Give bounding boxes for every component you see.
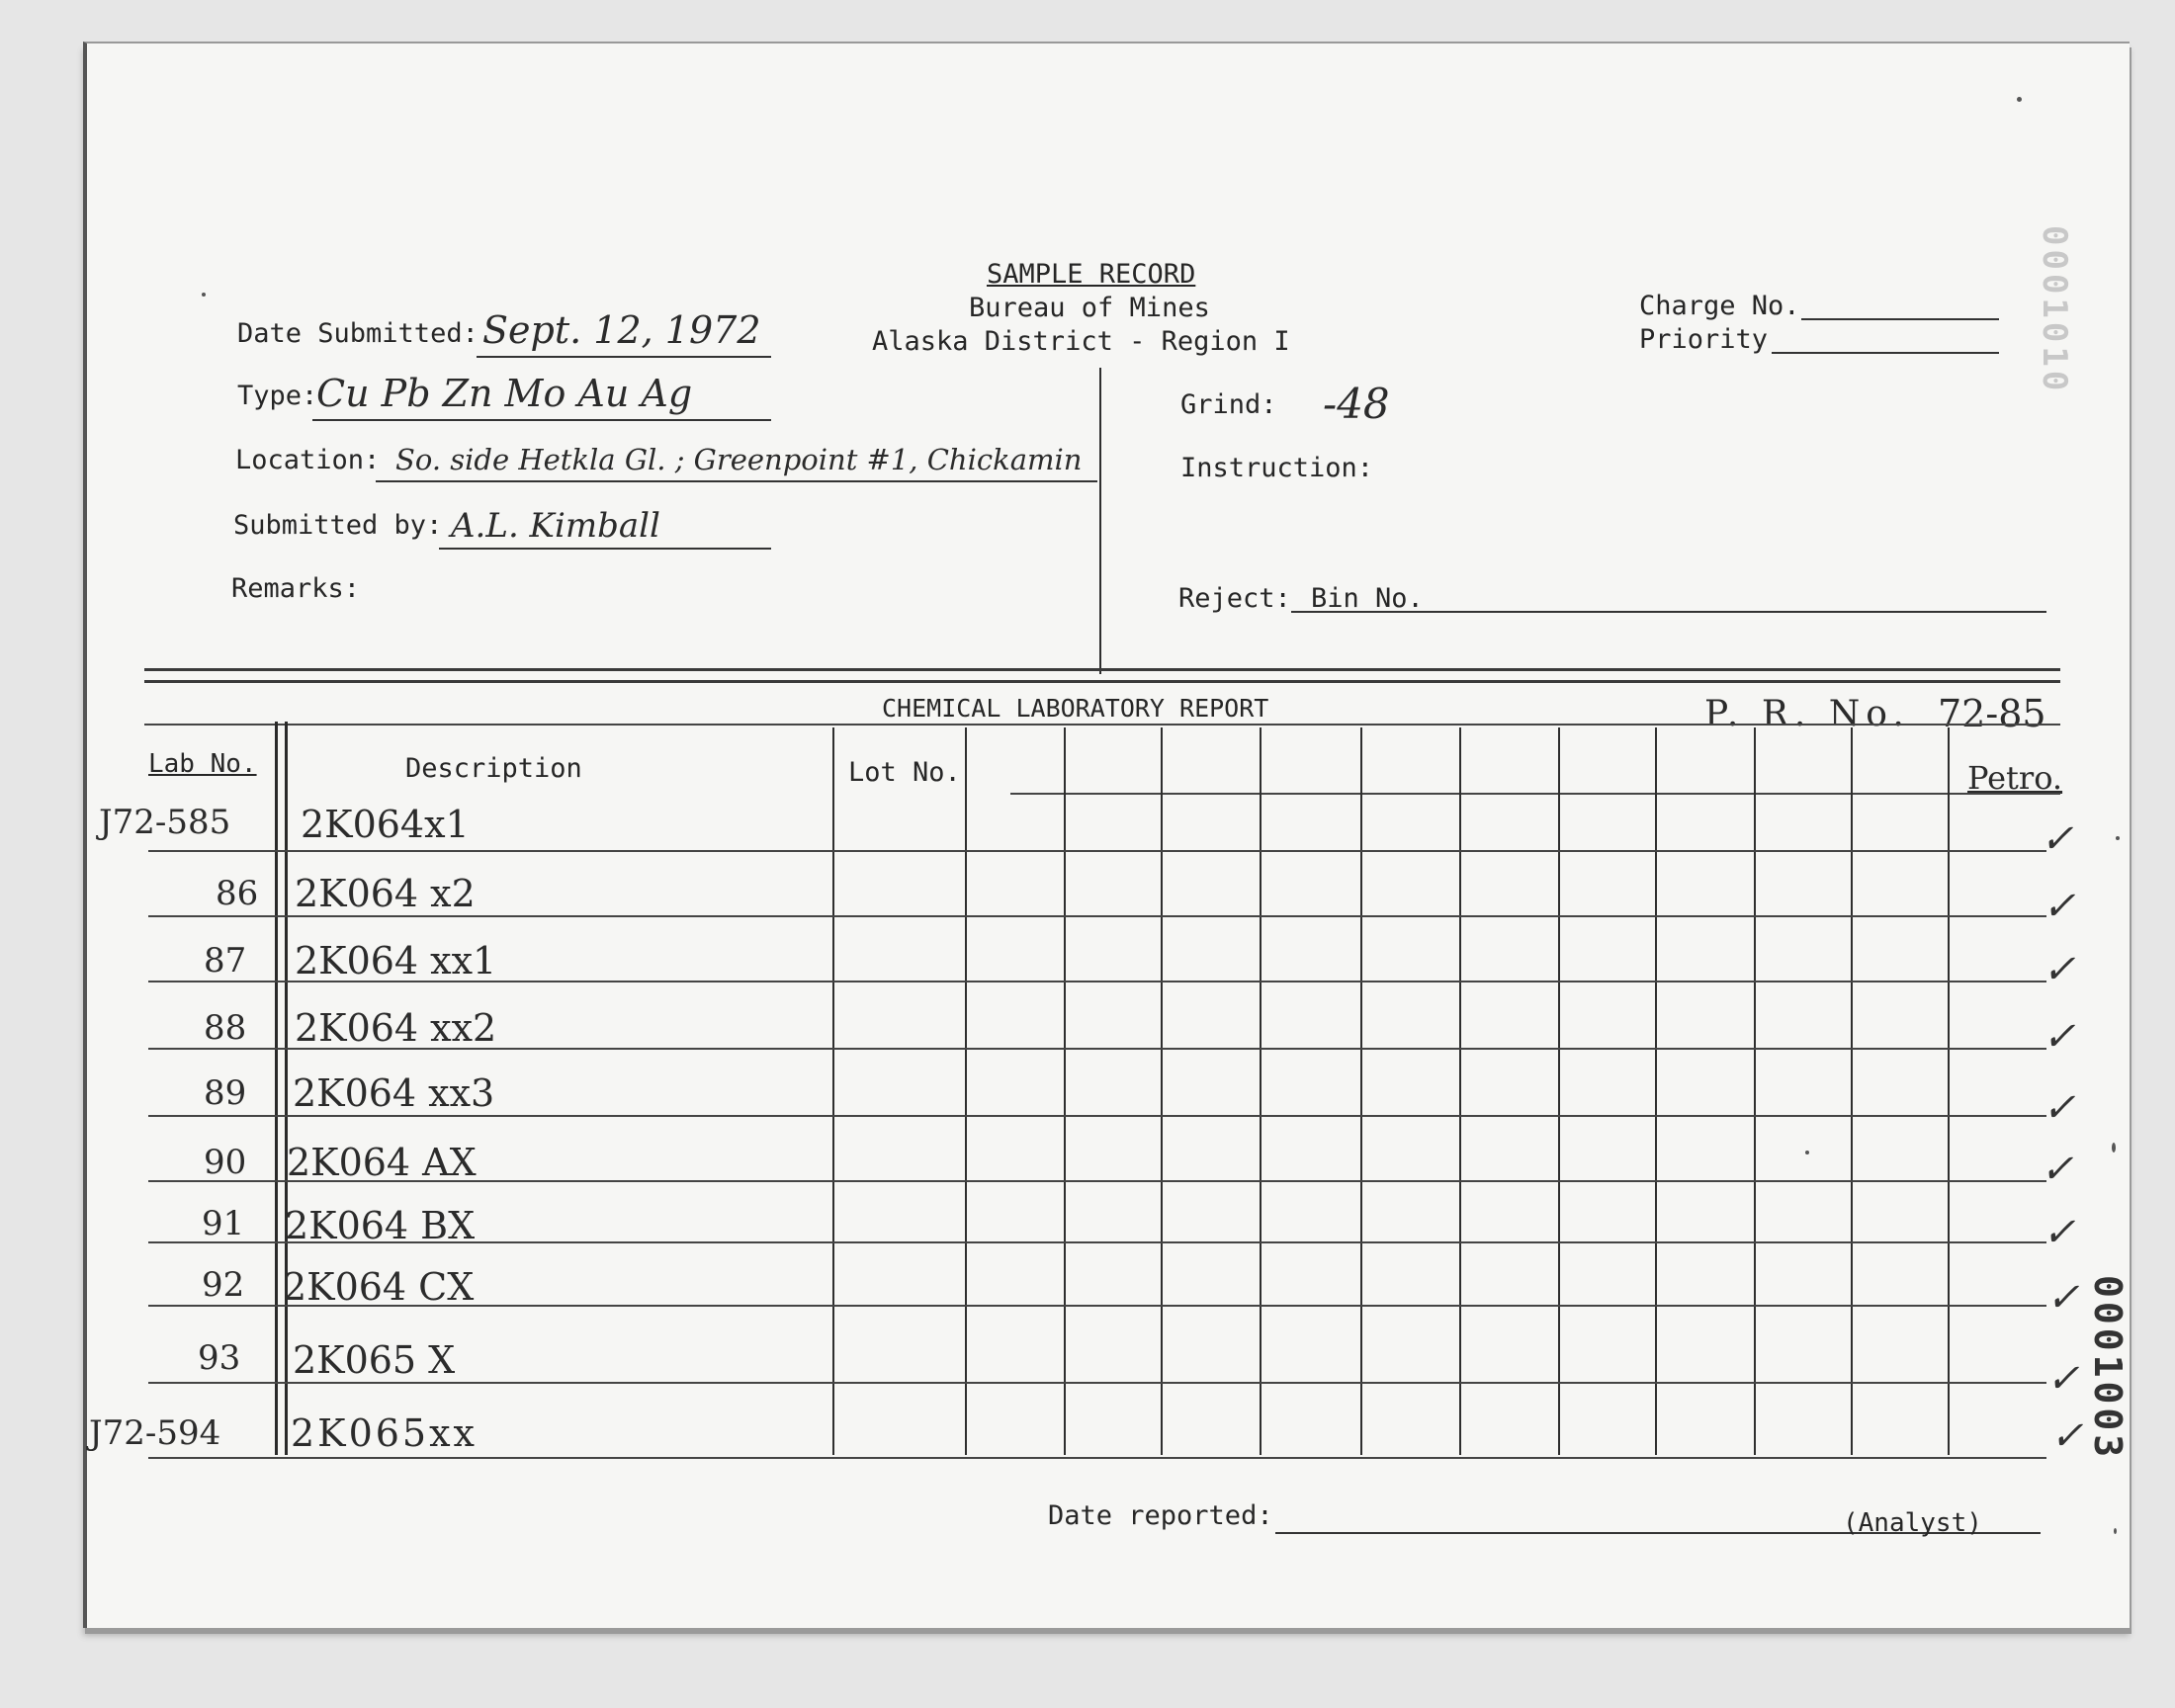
- col-divider-3: [1260, 727, 1262, 1455]
- row-description: 2K064 xx2: [295, 1006, 497, 1050]
- location-label: Location:: [235, 445, 381, 475]
- submitted-by-line: [439, 548, 771, 550]
- analyst-label: (Analyst): [1843, 1508, 1982, 1538]
- row-lab-no: 91: [202, 1204, 245, 1243]
- row-line: [148, 1305, 2046, 1307]
- row-lab-no: 88: [204, 1008, 247, 1048]
- row-line: [148, 1180, 2046, 1182]
- col-divider-10: [1948, 727, 1950, 1455]
- faint-stamp-number: 0001010: [2035, 225, 2074, 395]
- priority-label: Priority: [1639, 324, 1769, 355]
- row-lab-no: 89: [204, 1073, 247, 1113]
- col-divider-1: [1064, 727, 1066, 1455]
- col-divider-lab: [275, 722, 278, 1455]
- row-lab-no: J72-585: [99, 803, 231, 842]
- row-description: 2K064 CX: [283, 1265, 475, 1309]
- row-description: 2K064 xx3: [293, 1071, 495, 1115]
- report-header-line: [144, 724, 2060, 726]
- row-line: [148, 1382, 2046, 1384]
- col-divider-6: [1558, 727, 1560, 1455]
- section-rule-top: [144, 668, 2060, 671]
- row-lab-no: J72-594: [89, 1413, 221, 1453]
- row-line: [148, 1115, 2046, 1117]
- submitted-by-value: A.L. Kimball: [451, 506, 660, 546]
- row-lab-no: 87: [204, 941, 247, 981]
- form-title: SAMPLE RECORD: [987, 259, 1196, 290]
- col-divider-2: [1161, 727, 1163, 1455]
- location-value: So. side Hetkla Gl. ; Greenpoint #1, Chickamin: [395, 443, 1083, 476]
- header-divider: [1099, 368, 1101, 674]
- row-lab-no: 93: [198, 1338, 241, 1378]
- instruction-label: Instruction:: [1180, 453, 1374, 483]
- remarks-label: Remarks:: [231, 573, 361, 604]
- reject-label: Reject:: [1178, 583, 1291, 614]
- col-header-line: [1010, 793, 2060, 795]
- scan-speck: [2112, 1143, 2116, 1153]
- col-divider-lab-2: [285, 722, 288, 1455]
- row-line: [148, 850, 2046, 852]
- row-petro-check: ✓: [2050, 1413, 2084, 1459]
- row-petro-check: ✓: [2041, 816, 2074, 862]
- grind-value: -48: [1323, 380, 1390, 428]
- section-rule-bottom: [144, 680, 2060, 683]
- col-divider-desc: [832, 727, 834, 1455]
- row-description: 2K064 x2: [295, 872, 476, 915]
- grind-label: Grind:: [1180, 389, 1277, 420]
- row-lab-no: 92: [202, 1265, 245, 1305]
- date-submitted-line: [477, 356, 771, 358]
- row-description: 2K064 AX: [287, 1141, 477, 1184]
- scan-speck: [202, 293, 206, 297]
- col-divider-9: [1851, 727, 1853, 1455]
- district-name: Alaska District - Region I: [872, 326, 1290, 357]
- pr-no-value: 72-85: [1938, 692, 2046, 735]
- col-divider-4: [1360, 727, 1362, 1455]
- col-divider-lot: [965, 727, 967, 1455]
- col-divider-5: [1459, 727, 1461, 1455]
- row-description: 2K065xx: [291, 1411, 478, 1455]
- date-submitted-label: Date Submitted:: [237, 318, 478, 349]
- row-petro-check: ✓: [2046, 1356, 2080, 1402]
- row-description: 2K064 xx1: [295, 939, 497, 982]
- row-petro-check: ✓: [2043, 947, 2076, 992]
- row-petro-check: ✓: [2043, 1014, 2076, 1060]
- row-description: 2K064x1: [301, 803, 470, 846]
- row-lab-no: 90: [204, 1143, 247, 1182]
- row-line: [148, 981, 2046, 982]
- side-stamp-number: 0001003: [2086, 1275, 2130, 1462]
- col-lab-no: Lab No.: [148, 749, 257, 779]
- row-description: 2K064 BX: [285, 1204, 476, 1247]
- scan-speck: [2017, 97, 2022, 102]
- col-divider-8: [1754, 727, 1756, 1455]
- scan-speck: [2114, 1528, 2117, 1534]
- report-title: CHEMICAL LABORATORY REPORT: [882, 694, 1269, 723]
- type-line: [312, 419, 771, 421]
- date-submitted-value: Sept. 12, 1972: [482, 308, 761, 352]
- reject-line: [1291, 611, 2046, 613]
- row-petro-check: ✓: [2046, 1275, 2080, 1321]
- row-petro-check: ✓: [2041, 1147, 2074, 1192]
- priority-line: [1772, 352, 1999, 354]
- location-line: [376, 480, 1097, 482]
- col-lot-no: Lot No.: [848, 757, 961, 788]
- row-line: [148, 1241, 2046, 1243]
- scan-speck: [2116, 836, 2120, 840]
- col-petro: Petro.: [1967, 759, 2063, 797]
- row-line: [148, 1457, 2046, 1459]
- col-divider-7: [1655, 727, 1657, 1455]
- charge-no-label: Charge No.: [1639, 291, 1800, 321]
- type-label: Type:: [237, 381, 318, 411]
- row-line: [148, 1048, 2046, 1050]
- row-petro-check: ✓: [2043, 1085, 2076, 1131]
- org-name: Bureau of Mines: [969, 293, 1210, 323]
- type-value: Cu Pb Zn Mo Au Ag: [316, 372, 693, 415]
- date-reported-label: Date reported:: [1048, 1500, 1273, 1531]
- charge-no-line: [1801, 318, 1999, 320]
- row-description: 2K065 X: [293, 1338, 456, 1382]
- scan-speck: [1805, 1151, 1809, 1154]
- row-petro-check: ✓: [2043, 1210, 2076, 1255]
- row-lab-no: 86: [216, 874, 259, 913]
- reject-bin-value: Bin No.: [1311, 583, 1424, 614]
- row-petro-check: ✓: [2043, 884, 2076, 929]
- pr-no-label: P. R. No.: [1704, 694, 1910, 734]
- col-description: Description: [405, 753, 582, 784]
- submitted-by-label: Submitted by:: [233, 510, 443, 541]
- row-line: [148, 915, 2046, 917]
